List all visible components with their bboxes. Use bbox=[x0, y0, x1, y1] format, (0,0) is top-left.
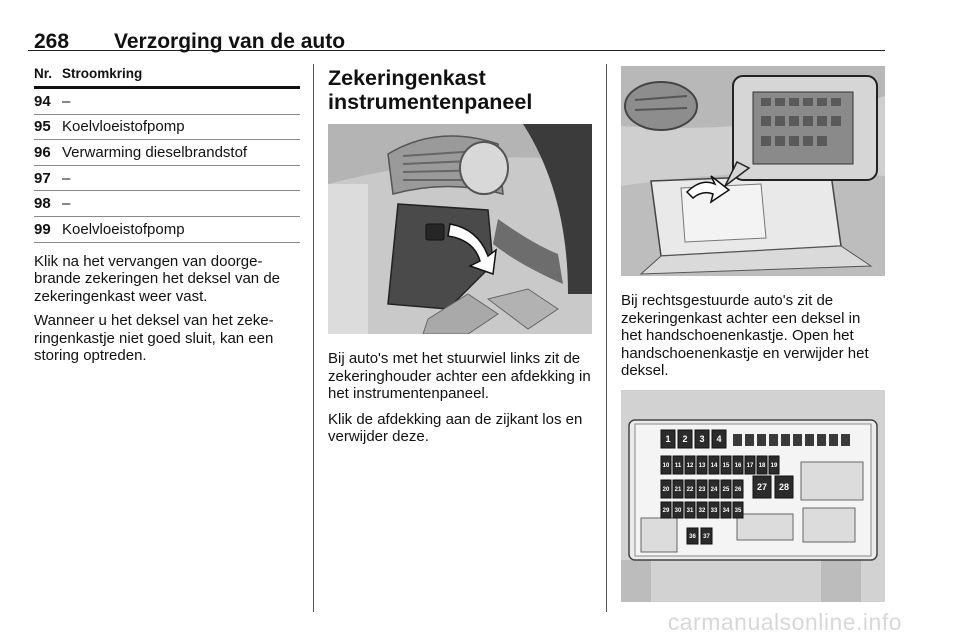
dashboard-cover-illustration bbox=[328, 124, 592, 334]
fuse-34 bbox=[721, 502, 731, 518]
column-header-nr: Nr. bbox=[34, 66, 53, 81]
svg-text:11: 11 bbox=[674, 463, 682, 470]
fuse-1 bbox=[661, 430, 675, 448]
fuse-slot bbox=[745, 434, 754, 446]
paragraph-lhd-location: Bij auto's met het stuurwiel links zit de zekeringhouder achter een afdekking in het instrumentenpaneel. bbox=[328, 350, 591, 402]
fuse-10 bbox=[661, 456, 671, 474]
svg-text:1: 1 bbox=[665, 434, 671, 445]
fuse-circuit: Verwarming dieselbrandstof bbox=[62, 143, 248, 161]
column-divider bbox=[313, 64, 314, 612]
fuse-12 bbox=[685, 456, 695, 474]
fuse-3 bbox=[695, 430, 709, 448]
section-title: Zekeringenkast instrumentenpaneel bbox=[328, 66, 533, 114]
fuse-number: 98 bbox=[34, 195, 51, 213]
column-divider bbox=[606, 64, 607, 612]
paragraph-rhd-location: Bij rechtsgestuurde auto's zit de zekeringenkast achter een deksel in het handschoenenkastje. Open het handschoenenkastje en verwijder het deksel. bbox=[621, 292, 869, 379]
fuse-21 bbox=[673, 480, 683, 498]
svg-text:25: 25 bbox=[722, 487, 730, 494]
fuse-circuit: – bbox=[62, 169, 71, 187]
svg-text:34: 34 bbox=[722, 508, 730, 515]
svg-text:16: 16 bbox=[734, 463, 742, 470]
fuse-28 bbox=[775, 476, 793, 498]
fuse-number: 95 bbox=[34, 118, 51, 136]
table-row bbox=[34, 140, 300, 166]
fuse-number: 94 bbox=[34, 92, 51, 110]
svg-text:23: 23 bbox=[698, 487, 706, 494]
column-header-circuit: Stroomkring bbox=[62, 66, 143, 81]
fuse-4 bbox=[712, 430, 726, 448]
svg-text:21: 21 bbox=[674, 487, 682, 494]
fuse-13 bbox=[697, 456, 707, 474]
fuse-slot bbox=[793, 434, 802, 446]
svg-text:26: 26 bbox=[734, 487, 742, 494]
svg-text:36: 36 bbox=[689, 534, 696, 541]
fuse-slot bbox=[829, 434, 838, 446]
svg-text:24: 24 bbox=[710, 487, 718, 494]
svg-text:14: 14 bbox=[710, 463, 718, 470]
fuse-table-header bbox=[34, 66, 300, 89]
fuse-number: 96 bbox=[34, 143, 51, 161]
fuse-29 bbox=[661, 502, 671, 518]
fuse-17 bbox=[745, 456, 755, 474]
table-row bbox=[34, 115, 300, 141]
paragraph-reattach-cover: Klik na het vervangen van doorge-brande zekeringen het deksel van de zekeringenkast weer vast. bbox=[34, 252, 281, 305]
fuse-15 bbox=[721, 456, 731, 474]
fuse-36 bbox=[687, 528, 698, 544]
fuse-number: 97 bbox=[34, 169, 51, 187]
table-row bbox=[34, 166, 300, 192]
fuse-number: 99 bbox=[34, 220, 51, 238]
svg-text:29: 29 bbox=[662, 508, 670, 515]
left-column bbox=[34, 66, 300, 365]
fuse-circuit: Koelvloeistofpomp bbox=[62, 220, 185, 238]
svg-text:18: 18 bbox=[758, 463, 766, 470]
paragraph-malfunction-warning: Wanneer u het deksel van het zeke-ringenkastje niet goed sluit, kan een storing optreden. bbox=[34, 312, 274, 365]
fuse-27 bbox=[753, 476, 771, 498]
fuse-33 bbox=[709, 502, 719, 518]
svg-text:22: 22 bbox=[686, 487, 694, 494]
table-row bbox=[34, 217, 300, 243]
fuse-30 bbox=[673, 502, 683, 518]
fuse-25 bbox=[721, 480, 731, 498]
fuse-18 bbox=[757, 456, 767, 474]
fuse-35 bbox=[733, 502, 743, 518]
page-number: 268 bbox=[34, 30, 70, 53]
svg-text:28: 28 bbox=[778, 482, 790, 493]
svg-text:20: 20 bbox=[662, 487, 670, 494]
svg-text:10: 10 bbox=[662, 463, 670, 470]
paragraph-remove-cover: Klik de afdekking aan de zijkant los en verwijder deze. bbox=[328, 410, 583, 445]
svg-text:19: 19 bbox=[770, 463, 778, 470]
svg-text:13: 13 bbox=[698, 463, 706, 470]
svg-text:31: 31 bbox=[686, 508, 694, 515]
fuse-11 bbox=[673, 456, 683, 474]
fuse-26 bbox=[733, 480, 743, 498]
table-row bbox=[34, 89, 300, 115]
svg-text:2: 2 bbox=[682, 434, 688, 445]
svg-text:3: 3 bbox=[699, 434, 705, 445]
svg-text:32: 32 bbox=[698, 508, 706, 515]
glovebox-illustration bbox=[621, 66, 885, 276]
fuse-14 bbox=[709, 456, 719, 474]
fuse-circuit: – bbox=[62, 195, 71, 213]
middle-text bbox=[328, 350, 592, 454]
fuse-23 bbox=[697, 480, 707, 498]
svg-text:30: 30 bbox=[674, 508, 682, 515]
fuse-37 bbox=[701, 528, 712, 544]
fuse-circuit: – bbox=[62, 92, 71, 110]
fuse-32 bbox=[697, 502, 707, 518]
svg-text:15: 15 bbox=[722, 463, 730, 470]
fuse-31 bbox=[685, 502, 695, 518]
fuse-slot bbox=[757, 434, 766, 446]
svg-text:37: 37 bbox=[703, 534, 710, 541]
svg-text:35: 35 bbox=[734, 508, 742, 515]
fuse-slot bbox=[841, 434, 850, 446]
fuse-19 bbox=[769, 456, 779, 474]
fuse-slot bbox=[769, 434, 778, 446]
fuse-slot bbox=[733, 434, 742, 446]
fuse-circuit: Koelvloeistofpomp bbox=[62, 118, 185, 136]
right-text bbox=[621, 292, 885, 388]
svg-text:4: 4 bbox=[716, 434, 722, 445]
svg-text:27: 27 bbox=[756, 482, 768, 493]
fuse-slot bbox=[817, 434, 826, 446]
fuse-20 bbox=[661, 480, 671, 498]
svg-text:17: 17 bbox=[746, 463, 754, 470]
chapter-title: Verzorging van de auto bbox=[114, 30, 346, 53]
fuse-box-diagram bbox=[621, 390, 885, 602]
svg-text:33: 33 bbox=[710, 508, 718, 515]
fuse-24 bbox=[709, 480, 719, 498]
fuse-2 bbox=[678, 430, 692, 448]
watermark: carmanualsonline.info bbox=[667, 609, 902, 635]
fuse-22 bbox=[685, 480, 695, 498]
fuse-slot bbox=[781, 434, 790, 446]
svg-text:12: 12 bbox=[686, 463, 694, 470]
middle-column bbox=[328, 66, 592, 114]
page-header bbox=[28, 8, 885, 51]
fuse-slot bbox=[805, 434, 814, 446]
table-row bbox=[34, 191, 300, 217]
fuse-16 bbox=[733, 456, 743, 474]
